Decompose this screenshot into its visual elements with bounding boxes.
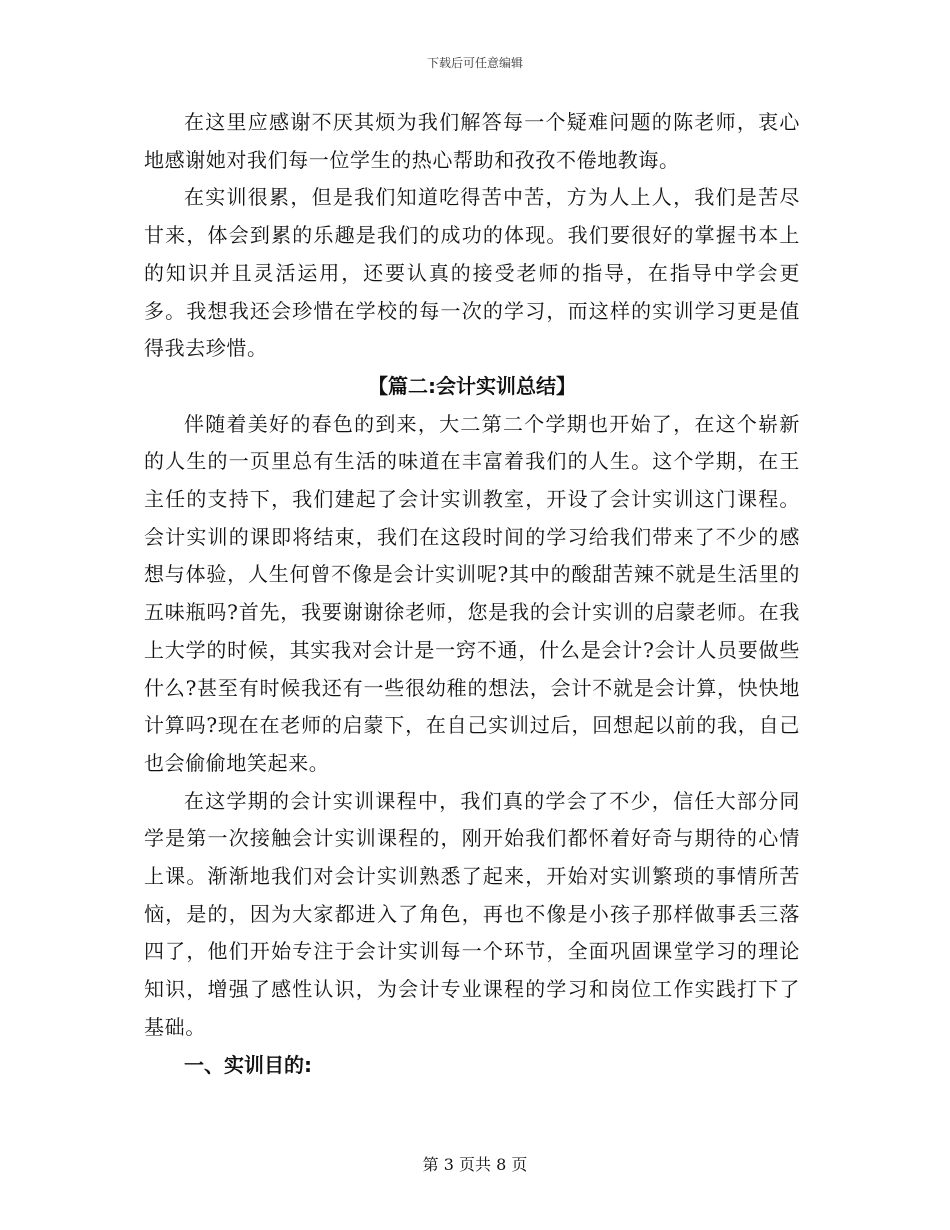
paragraph-hardship: 在实训很累，但是我们知道吃得苦中苦，方为人上人，我们是苦尽甘来，体会到累的乐趣是我们的成功的体现。我们要很好的掌握书本上的知识并且灵活运用，还要认真的接受老师的指导，在指导中学会更多。我想我还会珍惜在学校的每一次的学习，而这样的实训学习更是值得我去珍惜。: [144, 185, 800, 361]
paragraph-intro: 伴随着美好的春色的到来，大二第二个学期也开始了，在这个崭新的人生的一页里总有生活的味道在丰富着我们的人生。这个学期，在王主任的支持下，我们建起了会计实训教室，开设了会计实训这门课程。会计实训的课即将结束，我们在这段时间的学习给我们带来了不少的感想与体验，人生何曾不像是会计实训呢?其中的酸甜苦辣不就是生活里的五味瓶吗?首先，我要谢谢徐老师，您是我的会计实训的启蒙老师。在我上大学的时候，其实我对会计是一窍不通，什么是会计?会计人员要做些什么?甚至有时候我还有一些很幼稚的想法，会计不就是会计算，快快地计算吗?现在在老师的启蒙下，在自己实训过后，回想起以前的我，自己也会偷偷地笑起来。: [144, 411, 801, 775]
subheading-objective: 一、实训目的:: [184, 1052, 312, 1077]
paragraph-thanks: 在这里应感谢不厌其烦为我们解答每一个疑难问题的陈老师，衷心地感谢她对我们每一位学生的热心帮助和孜孜不倦地教诲。: [144, 110, 800, 172]
document-body: [144, 104, 800, 1084]
section-title: 【篇二:会计实训总结】: [368, 373, 576, 398]
paragraph-course: 在这学期的会计实训课程中，我们真的学会了不少，信任大部分同学是第一次接触会计实训课程的，刚开始我们都怀着好奇与期待的心情上课。渐渐地我们对会计实训熟悉了起来，开始对实训繁琐的事情所苦恼，是的，因为大家都进入了角色，再也不像是小孩子那样做事丢三落四了，他们开始专注于会计实训每一个环节，全面巩固课堂学习的理论知识，增强了感性认识，为会计专业课程的学习和岗位工作实践打下了基础。: [144, 788, 800, 1039]
page-footer: 第 3 页共 8 页: [422, 1155, 528, 1174]
page-header: 下载后可任意编辑: [426, 56, 523, 70]
